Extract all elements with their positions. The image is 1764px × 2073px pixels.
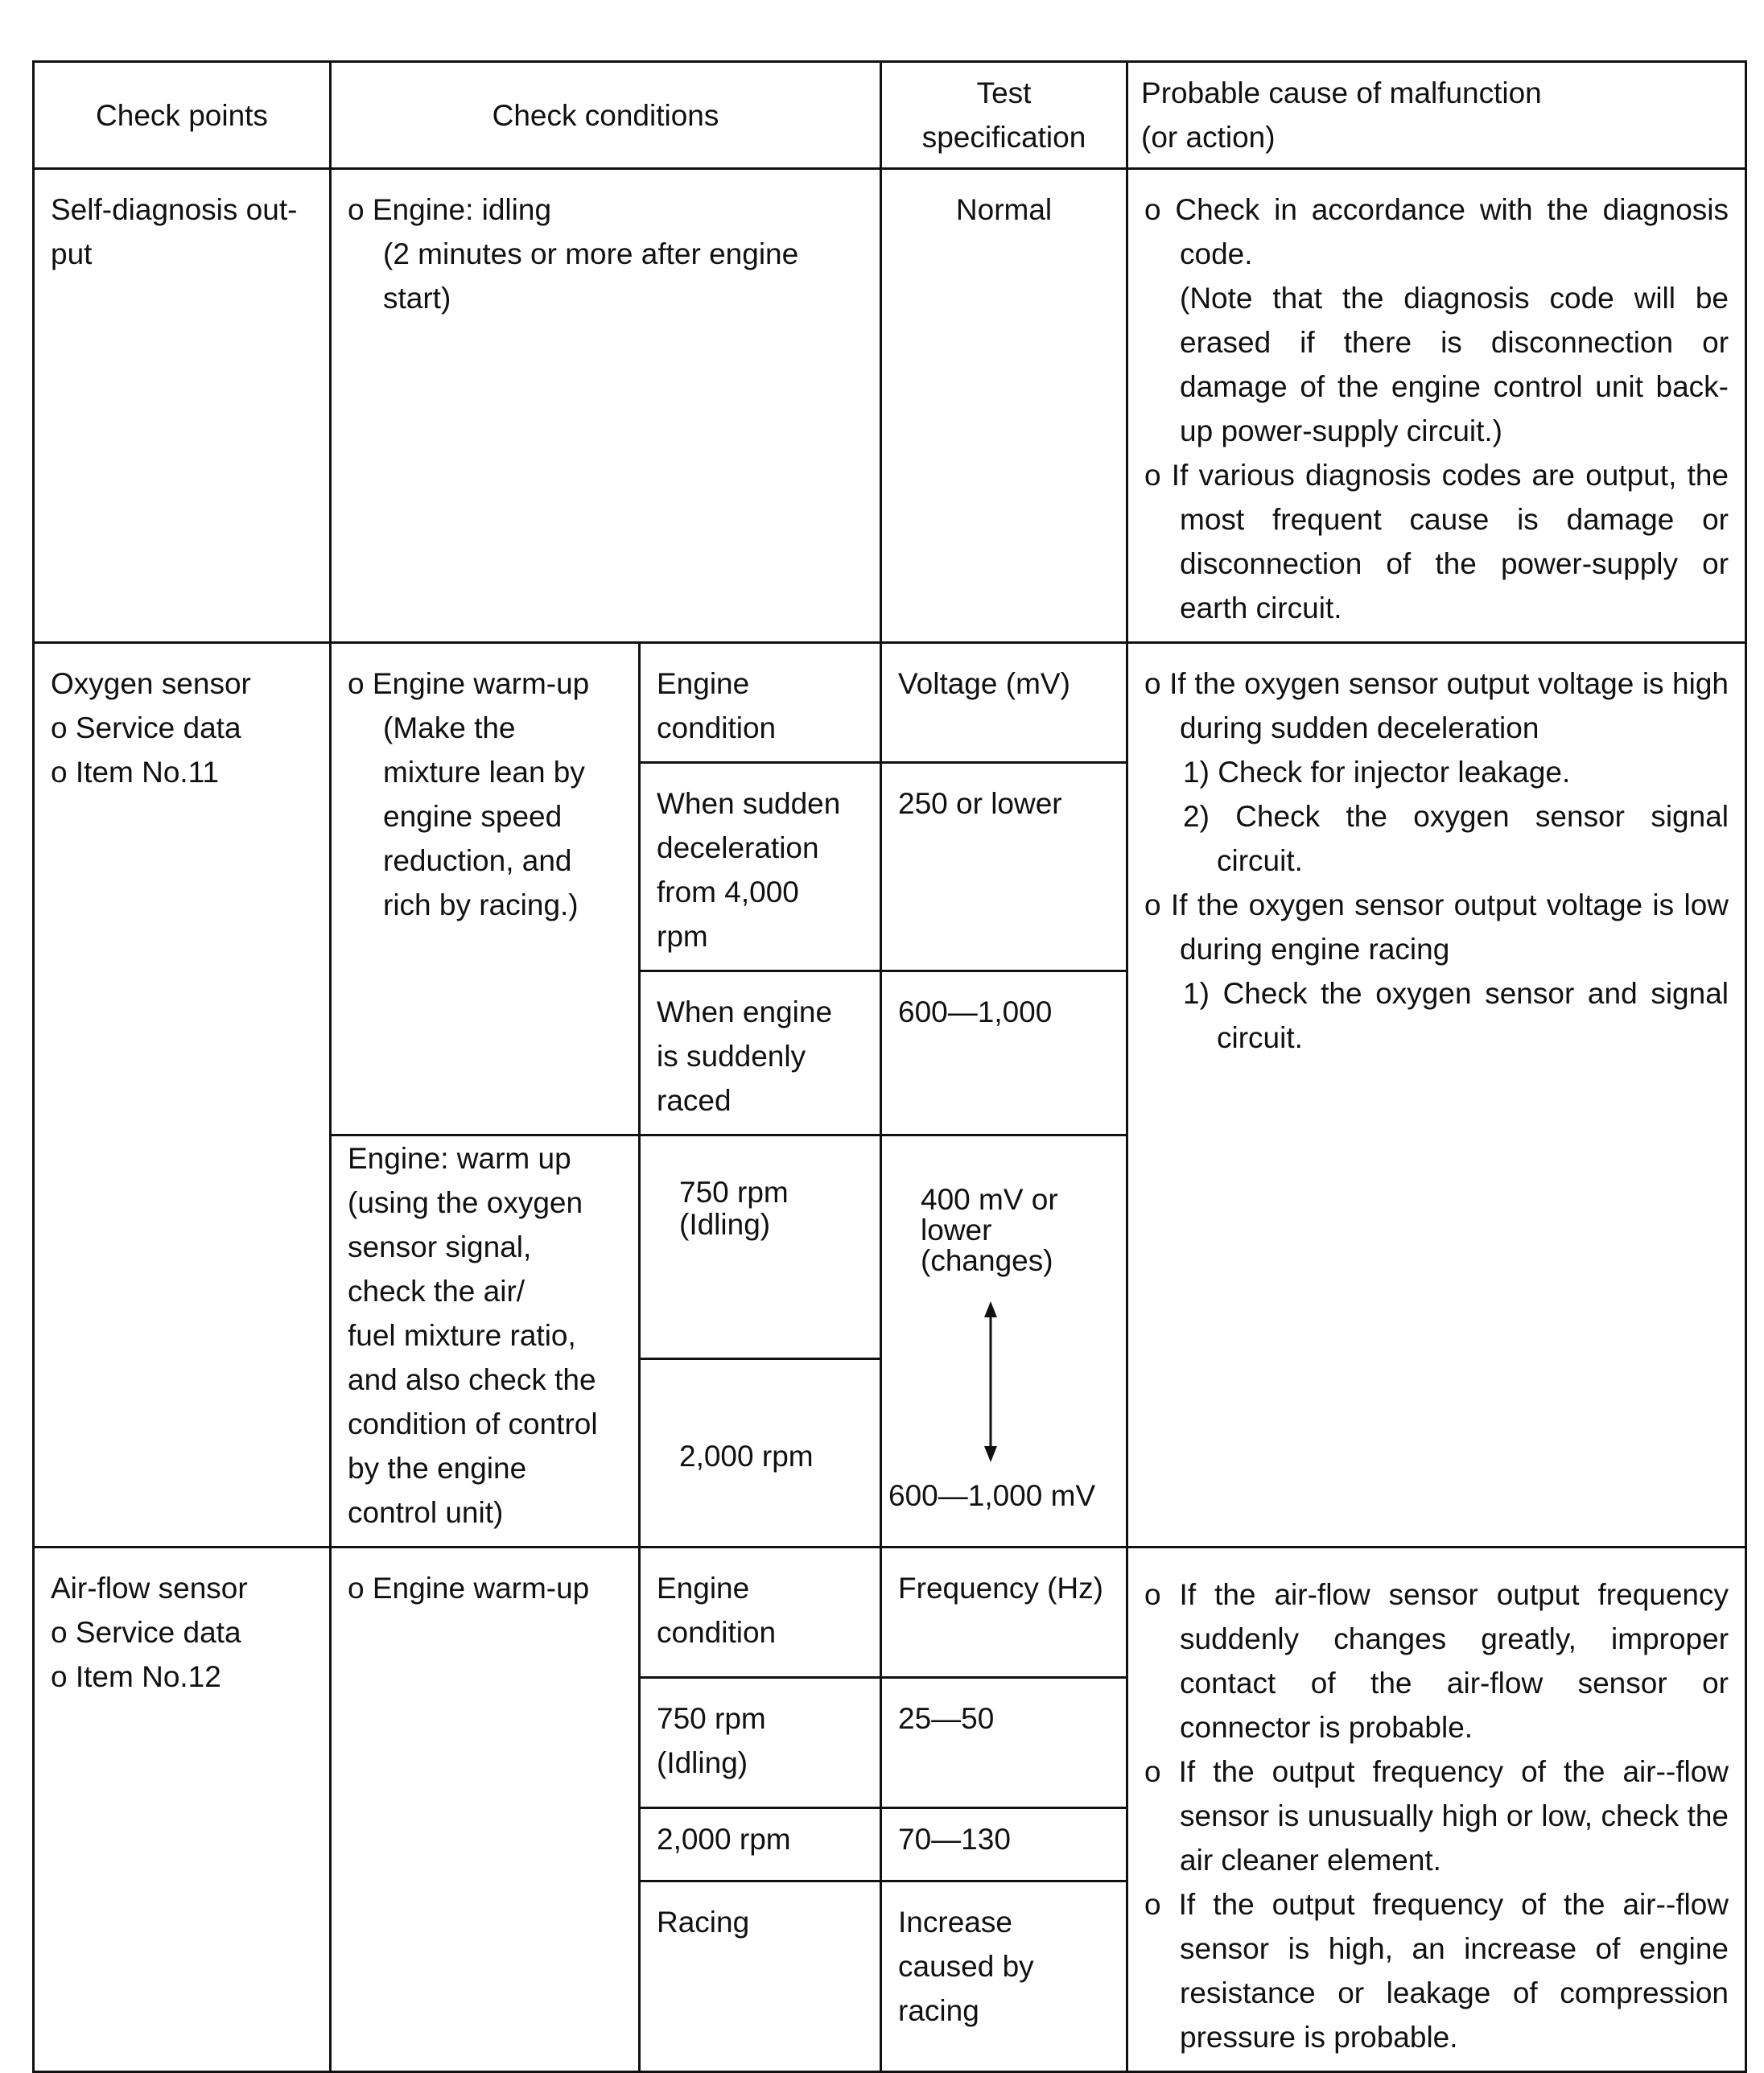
- header-check-conditions: Check conditions: [331, 62, 881, 169]
- range-top-label: 400 mV or lower (changes): [921, 1183, 1058, 1277]
- airflow-engine-condition-header: Engine condition: [640, 1548, 881, 1678]
- row-self-diagnosis: [34, 169, 1746, 643]
- row-airflow-subheader: [34, 1548, 1746, 1678]
- oxygen-racing-spec: 600—1,000: [881, 971, 1127, 1135]
- row-oxygen-subheader: [34, 643, 1746, 763]
- header-test-specification: Test specification: [881, 62, 1127, 169]
- airflow-condition: o Engine warm-up: [331, 1548, 640, 2072]
- airflow-750rpm-spec: 25—50: [881, 1677, 1127, 1807]
- airflow-racing: Racing: [640, 1881, 881, 2072]
- oxygen-condition-b: Engine: warm up (using the oxygen sensor signal, check the air/ fuel mixture ratio, and also check the condition of control by the engine control unit): [331, 1135, 640, 1548]
- oxygen-deceleration-condition: When sudden deceleration from 4,000 rpm: [640, 763, 881, 971]
- oxygen-2000rpm: 2,000 rpm: [640, 1359, 881, 1548]
- oxygen-engine-condition-header: Engine condition: [640, 643, 881, 763]
- oxygen-voltage-header: Voltage (mV): [881, 643, 1127, 763]
- range-bottom-label: 600—1,000 mV: [888, 1479, 1096, 1512]
- airflow-2000rpm: 2,000 rpm: [640, 1807, 881, 1881]
- header-probable-cause: Probable cause of malfunction (or action): [1127, 62, 1746, 169]
- oxygen-750rpm: 750 rpm (Idling): [640, 1135, 881, 1359]
- airflow-racing-spec: Increase caused by racing: [881, 1881, 1127, 2072]
- airflow-frequency-header: Frequency (Hz): [881, 1548, 1127, 1678]
- double-arrow-icon: [979, 1301, 1003, 1462]
- oxygen-voltage-range: [881, 1135, 1127, 1548]
- oxygen-racing-condition: When engine is suddenly raced: [640, 971, 881, 1135]
- inspection-table-page: [32, 60, 1745, 2054]
- oxygen-deceleration-spec: 250 or lower: [881, 763, 1127, 971]
- airflow-cause: o If the air-flow sensor output frequency suddenly changes greatly, improper contact of the air-flow sensor or connector is probable. o If the output frequency of the air--flow sensor is unusually high or low, check the air cleaner element. o If the output frequency of the air--flow sensor is high, an increase of engine resistance or leakage of compression pressure is probable.: [1127, 1548, 1746, 2072]
- self-diag-spec: Normal: [881, 169, 1127, 643]
- self-diag-cause: o Check in accordance with the diagnosis code. (Note that the diagnosis code will be erased if there is disconnection or damage of the engine control unit back-up power-supply circuit.) o If various diagnosis codes are output, the most frequent cause is damage or disconnection of the power-supply or earth circuit.: [1127, 169, 1746, 643]
- self-diag-check-point: Self-diagnosis out- put: [34, 169, 331, 643]
- airflow-2000rpm-spec: 70—130: [881, 1807, 1127, 1881]
- header-row: [34, 62, 1746, 169]
- airflow-750rpm: 750 rpm (Idling): [640, 1677, 881, 1807]
- oxygen-check-point: Oxygen sensor o Service data o Item No.11: [34, 643, 331, 1548]
- inspection-table: [32, 60, 1747, 2073]
- self-diag-condition: o Engine: idling (2 minutes or more after engine start): [331, 169, 881, 643]
- oxygen-condition-a: o Engine warm-up (Make the mixture lean by engine speed reduction, and rich by racing.): [331, 643, 640, 1135]
- oxygen-cause: o If the oxygen sensor output voltage is high during sudden deceleration 1) Check for injector leakage. 2) Check the oxygen sensor signal circuit. o If the oxygen sensor output voltage is low during engine racing 1) Check the oxygen sensor and signal circuit.: [1127, 643, 1746, 1548]
- header-check-points: Check points: [34, 62, 331, 169]
- airflow-check-point: Air-flow sensor o Service data o Item No.12: [34, 1548, 331, 2072]
